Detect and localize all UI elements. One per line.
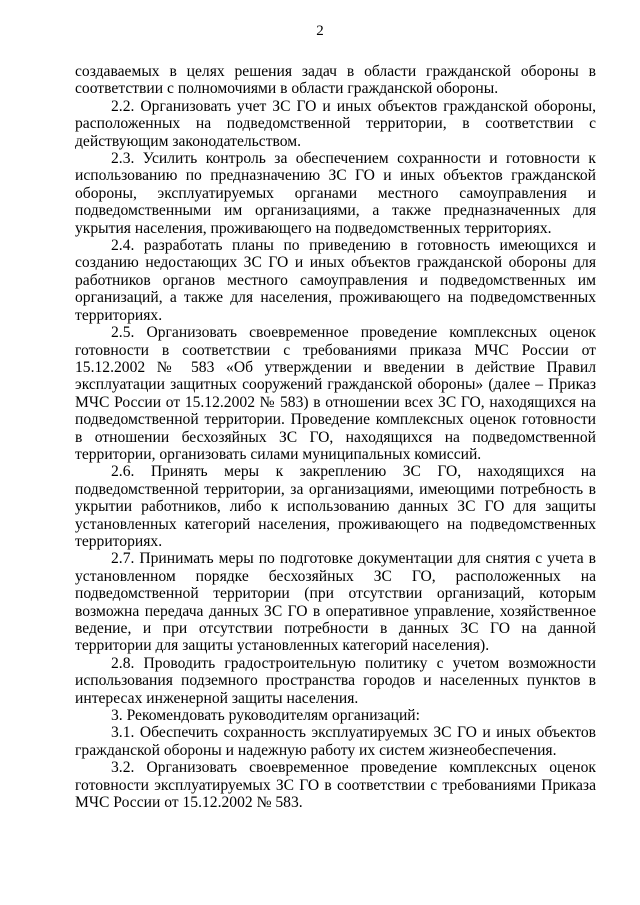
page-number: 2	[316, 23, 324, 39]
paragraph-2-5: 2.5. Организовать своевременное проведение комплексных оценок готовности в соответствии с требованиями приказа МЧС России от 15.12.2002 № 583 «Об утверждении и введении в действие Правил эксплуатации защитных сооружений гражданской обороны» (далее – Приказ МЧС России от 15.12.2002 № 583) в отношении всех ЗС ГО, находящихся на подведомственной территории. Проведение комплексных оценок готовности в отношении бесхозяйных ЗС ГО, находящихся на подведомственной территории, организовать силами муниципальных комиссий.	[75, 324, 596, 463]
paragraph-3-1: 3.1. Обеспечить сохранность эксплуатируемых ЗС ГО и иных объектов гражданской обороны и надежную работу их систем жизнеобеспечения.	[75, 724, 596, 759]
paragraph-2-2: 2.2. Организовать учет ЗС ГО и иных объектов гражданской обороны, расположенных на подведомственной территории, в соответствии с действующим законодательством.	[75, 97, 596, 150]
paragraph-2-6: 2.6. Принять меры к закреплению ЗС ГО, находящихся на подведомственной территории, за организациями, имеющими потребность в укрытии работников, либо к использованию данных ЗС ГО для защиты установленных категорий населения, проживающего на подведомственных территориях.	[75, 463, 596, 550]
paragraph-2-3: 2.3. Усилить контроль за обеспечением сохранности и готовности к использованию по предназначению ЗС ГО и иных объектов гражданской обороны, эксплуатируемых органами местного самоуправления и подведомственными им организациями, а также предназначенных для укрытия населения, проживающего на подведомственных территориях.	[75, 150, 596, 237]
paragraph-continuation: создаваемых в целях решения задач в области гражданской обороны в соответствии с полномочиями в области гражданской обороны.	[75, 63, 596, 98]
paragraph-2-4: 2.4. разработать планы по приведению в готовность имеющихся и созданию недостающих ЗС ГО и иных объектов гражданской обороны для работников органов местного самоуправления и подведомственных им организаций, а также для населения, проживающего на подведомственных территориях.	[75, 237, 596, 324]
paragraph-3: 3. Рекомендовать руководителям организаций:	[111, 707, 420, 725]
paragraph-2-7: 2.7. Принимать меры по подготовке документации для снятия с учета в установленном порядке бесхозяйных ЗС ГО, расположенных на подведомственной территории (при отсутствии организаций, которым возможна передача данных ЗС ГО в оперативное управление, хозяйственное ведение, и при отсутствии потребности в данных ЗС ГО на данной территории для защиты установленных категорий населения).	[75, 550, 596, 655]
paragraph-2-8: 2.8. Проводить градостроительную политику с учетом возможности использования подземного пространства городов и населенных пунктов в интересах инженерной защиты населения.	[75, 654, 596, 707]
document-body	[75, 63, 596, 811]
paragraph-3-2: 3.2. Организовать своевременное проведение комплексных оценок готовности эксплуатируемых ЗС ГО в соответствии с требованиями Приказа МЧС России от 15.12.2002 № 583.	[75, 759, 596, 812]
